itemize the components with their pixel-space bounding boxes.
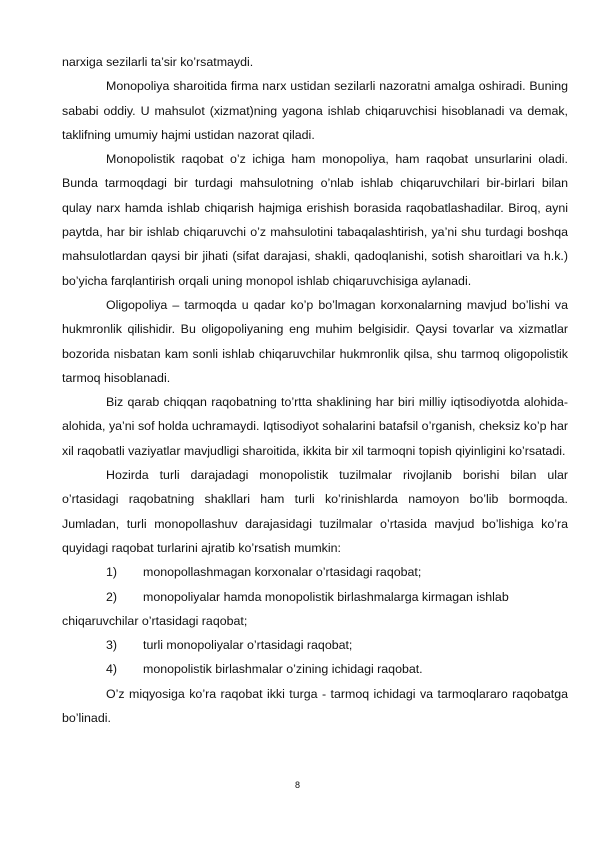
list-item-text: monopoliyalar hamda monopolistik birlashmalarga kirmagan ishlab [143, 589, 509, 604]
list-item [62, 657, 568, 681]
list-item [62, 560, 568, 584]
list-item-text-continuation: chiqaruvchilar o’rtasidagi raqobat; [62, 613, 248, 628]
paragraph-monopolistic-competition: Monopolistik raqobat o’z ichiga ham monopoliya, ham raqobat unsurlarini oladi. Bunda tarmoqdagi bir turdagi mahsulotning o’nlab ishlab chiqaruvchilari bir-birlari bilan qulay narx hamda ishlab chiqarish hajmiga erishish borasida raqobatlashadilar. Biroq, ayni paytda, har bir ishlab chiqaruvchi o’z mahsulotini tabaqalashtirish, ya’ni shu turdagi boshqa mahsulotlardan qaysi bir jihati (sifat darajasi, shakli, qadoqlanishi, sotish sharoitlari va h.k.) bo’yicha farqlantirish orqali uning monopol ishlab chiqaruvchisiga aylanadi. [62, 152, 568, 288]
list-item-number: 3) [106, 638, 118, 653]
list-item-text: turli monopoliyalar o’rtasidagi raqobat; [143, 638, 353, 653]
list-item [62, 633, 568, 657]
paragraph-oligopoly: Oligopoliya – tarmoqda u qadar ko’p bo’lmagan korxonalarning mavjud bo’lishi va hukmronlik qilishidir. Bu oligopoliyaning eng muhim belgisidir. Qaysi tovarlar va xizmatlar bozorida nisbatan kam sonli ishlab chiqaruvchilar hukmronlik qilsa, shu tarmoq oligopolistik tarmoq hisoblanadi. [62, 297, 568, 385]
list-item-number: 1) [106, 565, 118, 580]
paragraph-continuation: narxiga sezilarli ta’sir ko’rsatmaydi. [62, 55, 254, 69]
list-item-text: monopolistik birlashmalar o’zining ichidagi raqobat. [143, 662, 423, 677]
paragraph-closing: O’z miqyosiga ko’ra raqobat ikki turga - tarmoq ichidagi va tarmoqlararo raqobatga bo’linadi. [62, 686, 568, 726]
page-number: 8 [294, 780, 300, 790]
paragraph-competition-forms: Biz qarab chiqqan raqobatning to’rtta shaklining har biri milliy iqtisodiyotda alohida-alohida, ya’ni sof holda uchramaydi. Iqtisodiyot sohalarini batafsil o’rganish, cheksiz ko’p har xil raqobatli vaziyatlar mavjudligi sharoitida, ikkita bir xil tarmoqni topish qiyinligini ko’rsatadi. [62, 395, 568, 458]
list-item-number: 4) [106, 662, 118, 677]
document-page [62, 50, 568, 730]
paragraph-competition-types-intro: Hozirda turli darajadagi monopolistik tuzilmalar rivojlanib borishi bilan ular o’rtasidagi raqobatning shakllari ham turli ko’rinishlarda namoyon bo’lib bormoqda. Jumladan, turli monopollashuv darajasidagi tuzilmalar o’rtasida mavjud bo’lishiga ko’ra quyidagi raqobat turlarini ajratib ko’rsatish mumkin: [62, 468, 568, 555]
list-item-number: 2) [106, 589, 118, 604]
list-item-text: monopollashmagan korxonalar o’rtasidagi raqobat; [143, 565, 422, 580]
paragraph-monopoly: Monopoliya sharoitida firma narx ustidan sezilarli nazoratni amalga oshiradi. Buning sababi oddiy. U mahsulot (xizmat)ning yagona ishlab chiqaruvchisi hisoblanadi va demak, taklifning umumiy hajmi ustidan nazorat qiladi. [62, 79, 568, 142]
list-item [62, 585, 568, 634]
